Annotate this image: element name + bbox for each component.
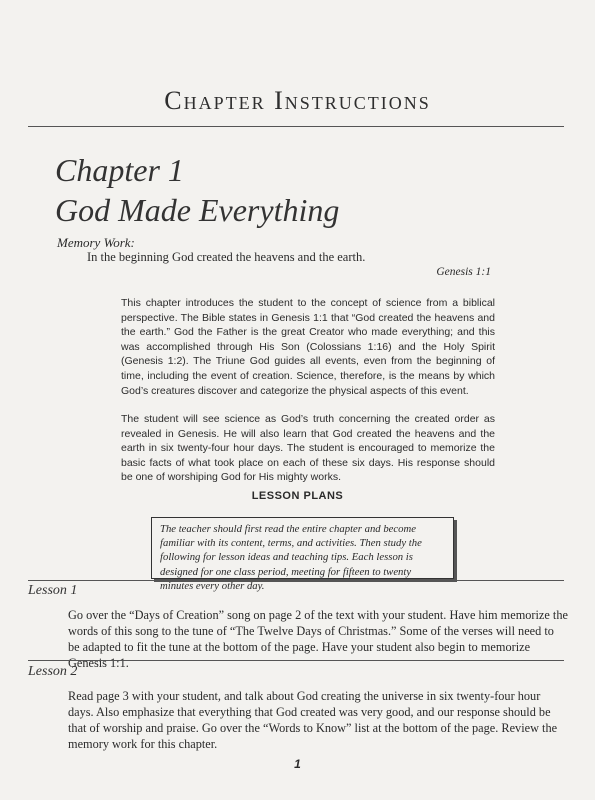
teacher-note-box: The teacher should first read the entire chapter and become familiar with its content, terms, and activities. Then study the following for lesson ideas and teaching tips. Each lesson is designed for one class period, meeting for fifteen to twenty minutes every other day. (151, 517, 454, 579)
intro-paragraph: This chapter introduces the student to the concept of science from a biblical perspective. The Bible states in Genesis 1:1 that “God created the heavens and the earth.” God the Father is the great Creator who made everything; and this was accomplished through His Son (Colossians 1:16) and the Holy Spirit (Genesis 1:2). The Triune God guides all events, even from the beginning of time, including the event of creation. Science, therefore, is the means by which God’s creatures discover and categorize the physical aspects of this event. (121, 297, 495, 397)
lesson-plans-heading: LESSON PLANS (251, 490, 344, 502)
memory-work-label: Memory Work: (57, 235, 135, 250)
lesson-body: Read page 3 with your student, and talk about God creating the universe in six twenty-four hour days. Also emphasize that everything that God created was very good, and our response should be that of worship and praise. Go over the “Words to Know” list at the bottom of the page. Review the memory work for this chapter. (68, 689, 558, 751)
lesson-divider (28, 660, 564, 661)
lesson-body: Go over the “Days of Creation” song on page 2 of the text with your student. Have him memorize the words of this song to the tune of “The Twelve Days of Christmas.” Some of the verses will need to be adapted to fit the tune at the bottom of the page. Have your student also begin to memorize Genesis 1:1. (68, 608, 568, 670)
header-divider (28, 126, 564, 127)
page-header-title: Chapter Instructions (164, 86, 431, 115)
page-number: 1 (294, 757, 301, 771)
lesson-divider (28, 580, 564, 581)
memory-work-verse: In the beginning God created the heavens and the earth. (87, 250, 366, 264)
intro-paragraph: The student will see science as God’s truth concerning the created order as revealed in Genesis. He will also learn that God created the heavens and the earth in six twenty-four hour days. The student is encouraged to memorize the basic facts of what took place on each of these six days. His response should be one of worshiping God for His mighty works. (121, 413, 495, 484)
lesson-title: Lesson 2 (28, 664, 78, 679)
lesson-title: Lesson 1 (28, 583, 78, 598)
chapter-number: Chapter 1 (55, 152, 184, 188)
chapter-title: God Made Everything (55, 192, 340, 228)
memory-work-reference: Genesis 1:1 (436, 266, 491, 278)
